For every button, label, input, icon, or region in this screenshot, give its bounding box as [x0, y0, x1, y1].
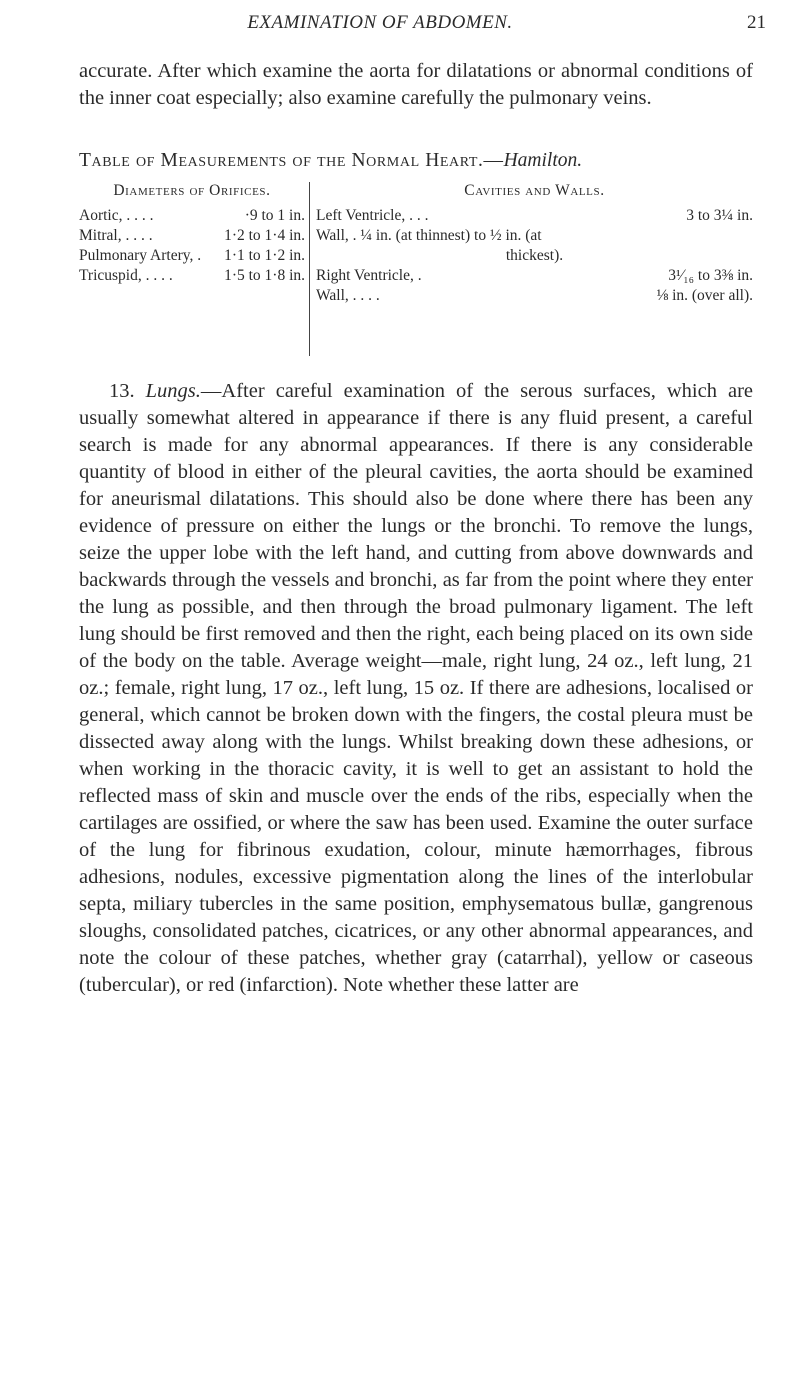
row-value: ·9 to 1 in.: [244, 207, 305, 224]
heart-measurements-table: [79, 180, 753, 376]
table-row: [79, 266, 305, 286]
orifices-column: [79, 180, 305, 286]
lungs-paragraph: [79, 378, 753, 999]
cavities-heading: Cavities and Walls.: [464, 182, 605, 199]
section-number: 13.: [109, 380, 135, 402]
row-label: Pulmonary Artery, .: [79, 247, 202, 264]
column-divider: [309, 182, 310, 356]
row-value: 1·1 to 1·2 in.: [224, 247, 305, 264]
page-number: 21: [747, 12, 766, 33]
section-text: —After careful examination of the serous surfaces, which are usually somewhat altered in appearance if there is any fluid present, a careful search is made for any abnormal appearances. If there is any considerable quantity of blood in either of the pleural cavities, the aorta should be examined for aneurismal dilatations. This should also be done where there has been any evidence of pressure on either the lungs or the bronchi. To remove the lungs, seize the upper lobe with the left hand, and cutting from above downwards and backwards through the vessels and bronchi, as far from the point where they enter the lung as possible, and then through the broad pulmonary ligament. The left lung should be first removed and then the right, each being placed on its own side of the body on the table. Average weight—male, right lung, 24 oz., left lung, 21 oz.; female, right lung, 17 oz., left lung, 15 oz. If there are adhesions, localised or general, which cannot be broken down with the fingers, the costal pleura must be dissected away along with the lungs. Whilst breaking down these adhesions, or when working in the thoracic cavity, it is well to get an assistant to hold the reflected mass of skin and muscle over the ends of the ribs, especially when the cartilages are ossified, or where the saw has been used. Examine the outer surface of the lung for fibrinous exudation, colour, minute hæmorrhages, fibrous adhesions, nodules, excessive pigmentation along the lines of the interlobular septa, miliary tubercles in the same position, emphysematous bullæ, gangrenous sloughs, consolidated patches, cicatrices, or any other abnormal appearances, and note the colour of these patches, whether gray (catarrhal), yellow or caseous (tubercular), or red (infarction). Note whether these latter are: [79, 380, 753, 996]
orifices-heading: Diameters of Orifices.: [113, 182, 271, 199]
row-value: ⅛ in. (over all).: [656, 287, 753, 304]
table-author: Hamilton.: [503, 150, 583, 171]
cavities-column: [316, 180, 753, 306]
row-value: 3¹⁄₁₆ to 3⅜ in.: [668, 267, 753, 284]
table-title-text: Table of Measurements of the Normal Heart.—: [79, 150, 504, 171]
running-title: EXAMINATION OF ABDOMEN.: [247, 12, 513, 33]
table-title: [79, 150, 753, 172]
running-header: [0, 12, 800, 42]
table-row: [316, 266, 753, 286]
table-row: [79, 226, 305, 246]
row-label: Right Ventricle, .: [316, 267, 422, 284]
table-row: [79, 246, 305, 266]
row-label: Wall, . ¼ in. (at thinnest) to ½ in. (at: [316, 227, 542, 244]
row-label: Tricuspid, . . . .: [79, 267, 173, 284]
row-value: 3 to 3¼ in.: [686, 207, 753, 224]
section-heading: Lungs.: [145, 380, 201, 402]
row-value: 1·2 to 1·4 in.: [224, 227, 305, 244]
table-row: [316, 226, 753, 246]
row-label: Aortic, . . . .: [79, 207, 154, 224]
row-label: thickest).: [505, 247, 564, 264]
intro-paragraph: accurate. After which examine the aorta for dilatations or abnormal conditions of the inner coat especially; also examine carefully the pulmonary veins.: [79, 60, 753, 109]
row-label: Wall, . . . .: [316, 287, 380, 304]
row-label: Mitral, . . . .: [79, 227, 153, 244]
table-row: [316, 206, 753, 226]
table-row: [79, 206, 305, 226]
row-value: 1·5 to 1·8 in.: [224, 267, 305, 284]
table-row: [316, 246, 753, 266]
row-label: Left Ventricle, . . .: [316, 207, 429, 224]
table-row: [316, 286, 753, 306]
